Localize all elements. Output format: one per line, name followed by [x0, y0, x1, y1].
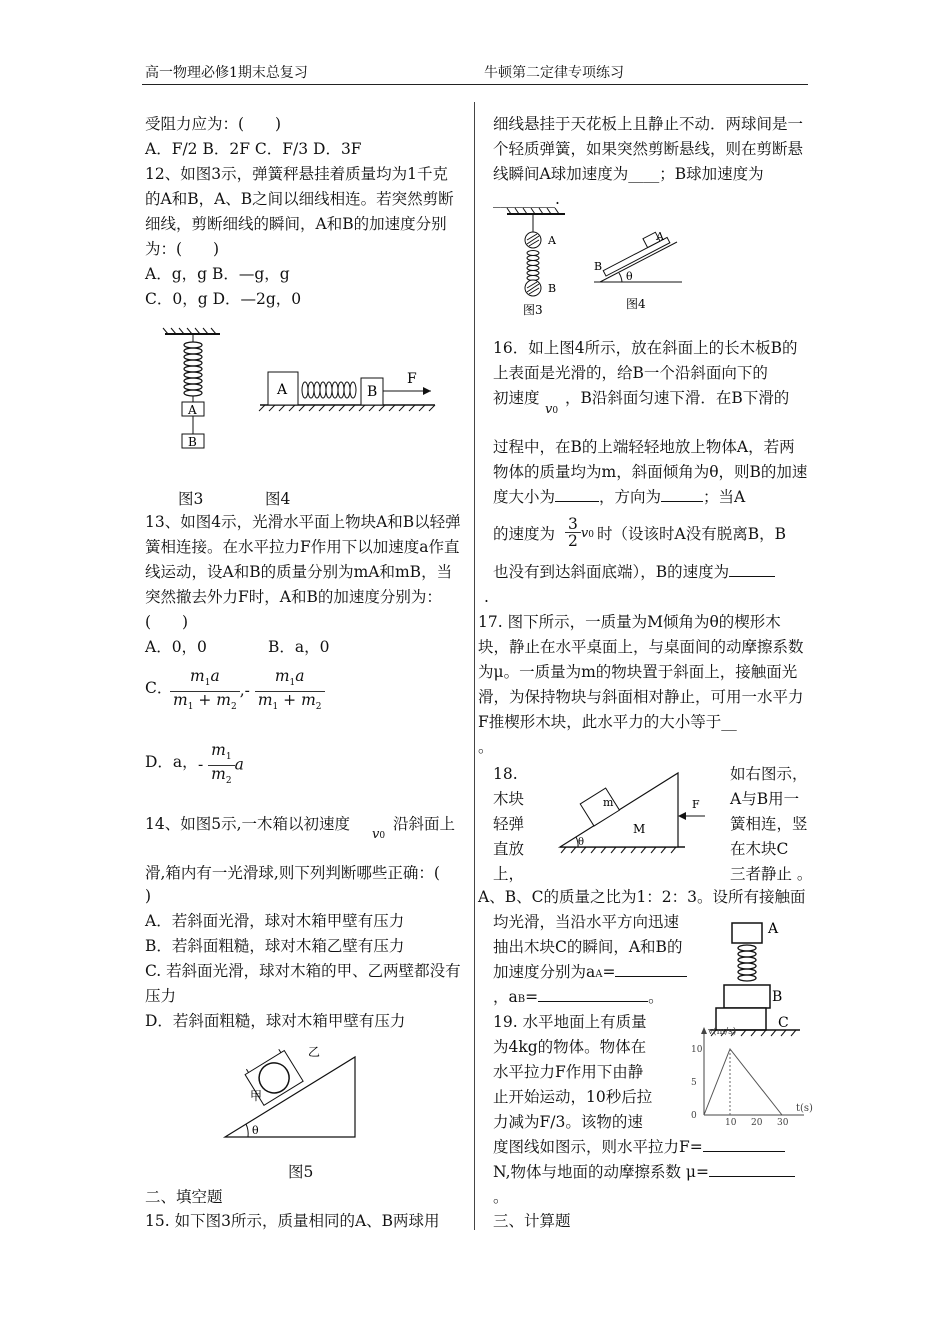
q16-end-dot: . [484, 588, 489, 606]
blank [729, 561, 775, 577]
blank [709, 1161, 795, 1177]
q14-option-a: A．若斜面光滑，球对木箱甲壁有压力 [145, 912, 405, 930]
q18-left-3: 直放 [493, 840, 525, 858]
figure-4-left [255, 365, 445, 415]
q16-text-d [493, 435, 809, 510]
q16-text-a: 16．如上图4所示，放在斜面上的长木板B的上表面是光滑的，给B一个沿斜面向下的 [493, 339, 798, 382]
q14-option-c: C. 若斜面光滑，球对木箱的甲、乙两壁都没有压力 [145, 962, 461, 1005]
q16-text-g: 的速度为 [493, 525, 556, 543]
q19-end: 。 [493, 1188, 509, 1206]
fig5-yi: 乙 [308, 1045, 321, 1059]
q16-three-halves-v0: $\frac{3}{2}$ v0 [565, 516, 594, 549]
wedge-label-f: F [692, 798, 700, 811]
q18-line-aa [493, 960, 687, 987]
q14-text-d: ) [145, 887, 152, 905]
fig4-label-a: A [277, 382, 288, 398]
q11-options: A．F/2 B．2F C．F/3 D．3F [145, 140, 362, 158]
velocity-time-chart [688, 1025, 813, 1130]
blank [615, 961, 687, 977]
fig3-caption: 图3 [178, 490, 204, 508]
q19-line-1: 19. 水平地面上有质量 [493, 1013, 647, 1031]
q12-options-ab: A．g，g B．—g，g [145, 265, 290, 283]
q18-right-4: 在木块C [730, 840, 789, 858]
figure-5-left [220, 1042, 370, 1142]
q19-line-3: 水平拉力F作用下由静 [493, 1063, 644, 1081]
q16-block-d [493, 435, 809, 510]
q13-d-formula: - $\frac{m_1}{m_2}$ a [198, 742, 244, 789]
spring-label-b: B [772, 989, 783, 1005]
q19-block [493, 1010, 693, 1135]
rfig4-label-b: B [594, 260, 603, 273]
q16-text-h: 时（设该时A没有脱离B，B [597, 525, 786, 543]
q16-text-i-line [493, 560, 775, 585]
q18-left-2: 轻弹 [493, 815, 525, 833]
figure-3-left [160, 330, 230, 455]
x-tick-label: 20 [751, 1118, 763, 1128]
fig5-theta: θ [252, 1124, 259, 1137]
sub-a: A [595, 969, 603, 980]
x-tick-label: 30 [777, 1118, 789, 1128]
q16-text-b: 初速度 [493, 389, 540, 407]
q13-option-d: D．a， [145, 753, 198, 771]
left-col-top [145, 112, 463, 312]
rfig3-caption: 图3 [523, 303, 543, 317]
q17-block [478, 610, 810, 735]
q14-text-a: 14、如图5示,一木箱以初速度 [145, 815, 351, 833]
q14-option-d: D．若斜面粗糙，球对木箱甲壁有压力 [145, 1012, 406, 1030]
fig5-caption: 图5 [288, 1163, 314, 1181]
q17-end: 。 [478, 738, 494, 756]
q16-text-c: ，B沿斜面匀速下滑．在B下滑的 [565, 389, 790, 407]
q11-tail: 受阻力应为：( ) [145, 115, 282, 133]
q19-text-c: N,物体与地面的动摩擦系数 μ= [493, 1163, 709, 1181]
q18-eq2: = [525, 988, 539, 1006]
y-tick-label: 0 [691, 1111, 697, 1121]
fraction: $\frac{m_1a}{m_1 + m_2}$ [255, 668, 325, 715]
q14-option-b: B．若斜面粗糙，球对木箱乙壁有压力 [145, 937, 405, 955]
q16-text-d-inner: 过程中，在B的上端轻轻地放上物体A，若两物体的质量均为m，斜面倾角为θ，则B的加速度大小为 [493, 438, 808, 506]
q18-text-u1: 均光滑，当沿水平方向迅速 [493, 913, 680, 931]
chart-ylabel: v(m/s) [708, 1027, 737, 1037]
q16-text-e: ，方向为 [599, 488, 662, 506]
y-tick-label: 10 [691, 1045, 703, 1055]
q19-line-5: 力减为F/3。该物的速 [493, 1113, 643, 1131]
q13-option-a: A．0，0 [145, 638, 207, 656]
wedge-label-m: m [603, 796, 614, 809]
rfig4-caption: 图4 [626, 297, 646, 311]
q16-text-f: ；当A [703, 488, 746, 506]
fig4-label-b: B [367, 384, 378, 400]
q19-text-b: 度图线如图示，则水平拉力F= [493, 1138, 703, 1156]
rfig4-label-a: A [656, 230, 664, 243]
q13-block [145, 510, 463, 635]
q18-left-4: 上， [493, 865, 525, 883]
q15-text-start: 15. 如下图3所示，质量相同的A、B两球用 [145, 1212, 440, 1230]
rfig3-label-b: B [548, 282, 557, 295]
v0-symbol: v0 [372, 827, 386, 842]
fig4-caption: 图4 [265, 490, 291, 508]
q18-text-u2: 抽出木块C的瞬间，A和B的 [493, 938, 683, 956]
q18-right-5: 三者静止 。 [730, 865, 813, 883]
q18-line-ab [493, 985, 664, 1012]
fraction: $\frac{m_1a}{m_1 + m_2}$ [170, 668, 240, 715]
fig3-label-b: B [188, 435, 197, 449]
q18-number: 18. [493, 765, 518, 783]
figure-wedge [560, 770, 700, 860]
q13-c-formula: $\frac{m_1a}{m_1 + m_2}$ ,- $\frac{m_1a}{m_1 + m_2}$ [170, 668, 325, 715]
sub-b: B [517, 994, 526, 1005]
blank [555, 486, 599, 502]
q18-left-1: 木块 [493, 790, 525, 808]
q18-text-u3: 加速度分别为a [493, 963, 596, 981]
fraction: $\frac{m_1}{m_2}$ [208, 742, 234, 789]
q19-line-b [493, 1135, 785, 1160]
q13-text: 13、如图4示，光滑水平面上物块A和B以轻弹簧相连接。在水平拉力F作用下以加速度a作直线运动，设A和B的质量分别为mA和mB，当突然撤去外力F时，A和B的加速度分别为：( ) [145, 513, 461, 631]
fig5-jia: 甲 [250, 1089, 263, 1103]
header-rule [142, 84, 808, 85]
v0-symbol: v0 [545, 402, 559, 417]
chart-xlabel: t(s) [796, 1103, 813, 1114]
rfig3-label-a: A [548, 234, 556, 247]
fraction: $\frac{3}{2}$ [565, 516, 581, 549]
fig4-label-f: F [407, 371, 417, 387]
section-2-title: 二、填空题 [145, 1188, 223, 1206]
velocity-series-line [704, 1049, 782, 1115]
q19-line-c [493, 1160, 795, 1185]
q19-line-4: 止开始运动，10秒后拉 [493, 1088, 653, 1106]
wedge-theta: θ [578, 837, 585, 848]
q16-text-i: 也没有到达斜面底端），B的速度为 [493, 563, 730, 581]
blank [661, 486, 703, 502]
spring-label-a: A [768, 921, 779, 937]
q15-block [493, 112, 809, 212]
section-3-title: 三、计算题 [493, 1212, 571, 1230]
header-left: 高一物理必修1期末总复习 [145, 65, 308, 81]
q19-line-2: 为4kg的物体。物体在 [493, 1038, 647, 1056]
q18-right-2: A与B用一 [730, 790, 800, 808]
q12-text: 12、如图3示，弹簧秤悬挂着质量均为1千克的A和B，A、B之间以细线相连。若突然剪断细线，剪断细线的瞬间，A和B的加速度分别为：( ) [145, 165, 454, 258]
spring-label-c: C [778, 1015, 789, 1031]
q18-text-ab: ，a [493, 988, 518, 1006]
q14-text-b: 沿斜面上 [393, 815, 456, 833]
blank [538, 986, 648, 1002]
q18-text-t: A、B、C的质量之比为1：2：3。设所有接触面 [478, 888, 806, 906]
q14-options [145, 909, 463, 1034]
wedge-label-big-m: M [633, 822, 646, 836]
x-tick-label: 10 [725, 1118, 737, 1128]
fig3-label-a: A [188, 403, 197, 417]
q18-right-3: 簧相连，竖 [730, 815, 808, 833]
q18-eq1: = [602, 963, 616, 981]
figure-3-right [505, 210, 575, 320]
q13-option-b: B．a，0 [268, 638, 330, 656]
rfig4-theta: θ [626, 270, 633, 283]
blank [703, 1136, 785, 1152]
q18-right-1: 如右图示， [730, 765, 808, 783]
header-right: 牛顿第二定律专项练习 [484, 65, 624, 81]
q18-end: 。 [648, 988, 664, 1006]
y-tick-label: 5 [691, 1078, 697, 1088]
figure-4-right [592, 220, 692, 315]
q12-options-cd: C．0，g D．—2g，0 [145, 290, 302, 308]
q15-text: 细线悬挂于天花板上且静止不动．两球间是一个轻质弹簧，如果突然剪断悬线，则在剪断悬线瞬间A球加速度为____；B球加速度为________. [493, 115, 804, 208]
q13-option-c: C． [145, 679, 173, 697]
q17-text: 17. 图下所示，一质量为M倾角为θ的楔形木块，静止在水平桌面上，与桌面间的动摩擦系数为μ。一质量为m的物块置于斜面上，接触面光滑，为保持物块与斜面相对静止，可用一水平力F推楔形木块，此水平力的大小等于__ [478, 613, 804, 731]
q16-block-a [493, 336, 809, 386]
q14-text-c: 滑,箱内有一光滑球,则下列判断哪些正确：( [145, 864, 440, 882]
column-divider [474, 102, 475, 1230]
